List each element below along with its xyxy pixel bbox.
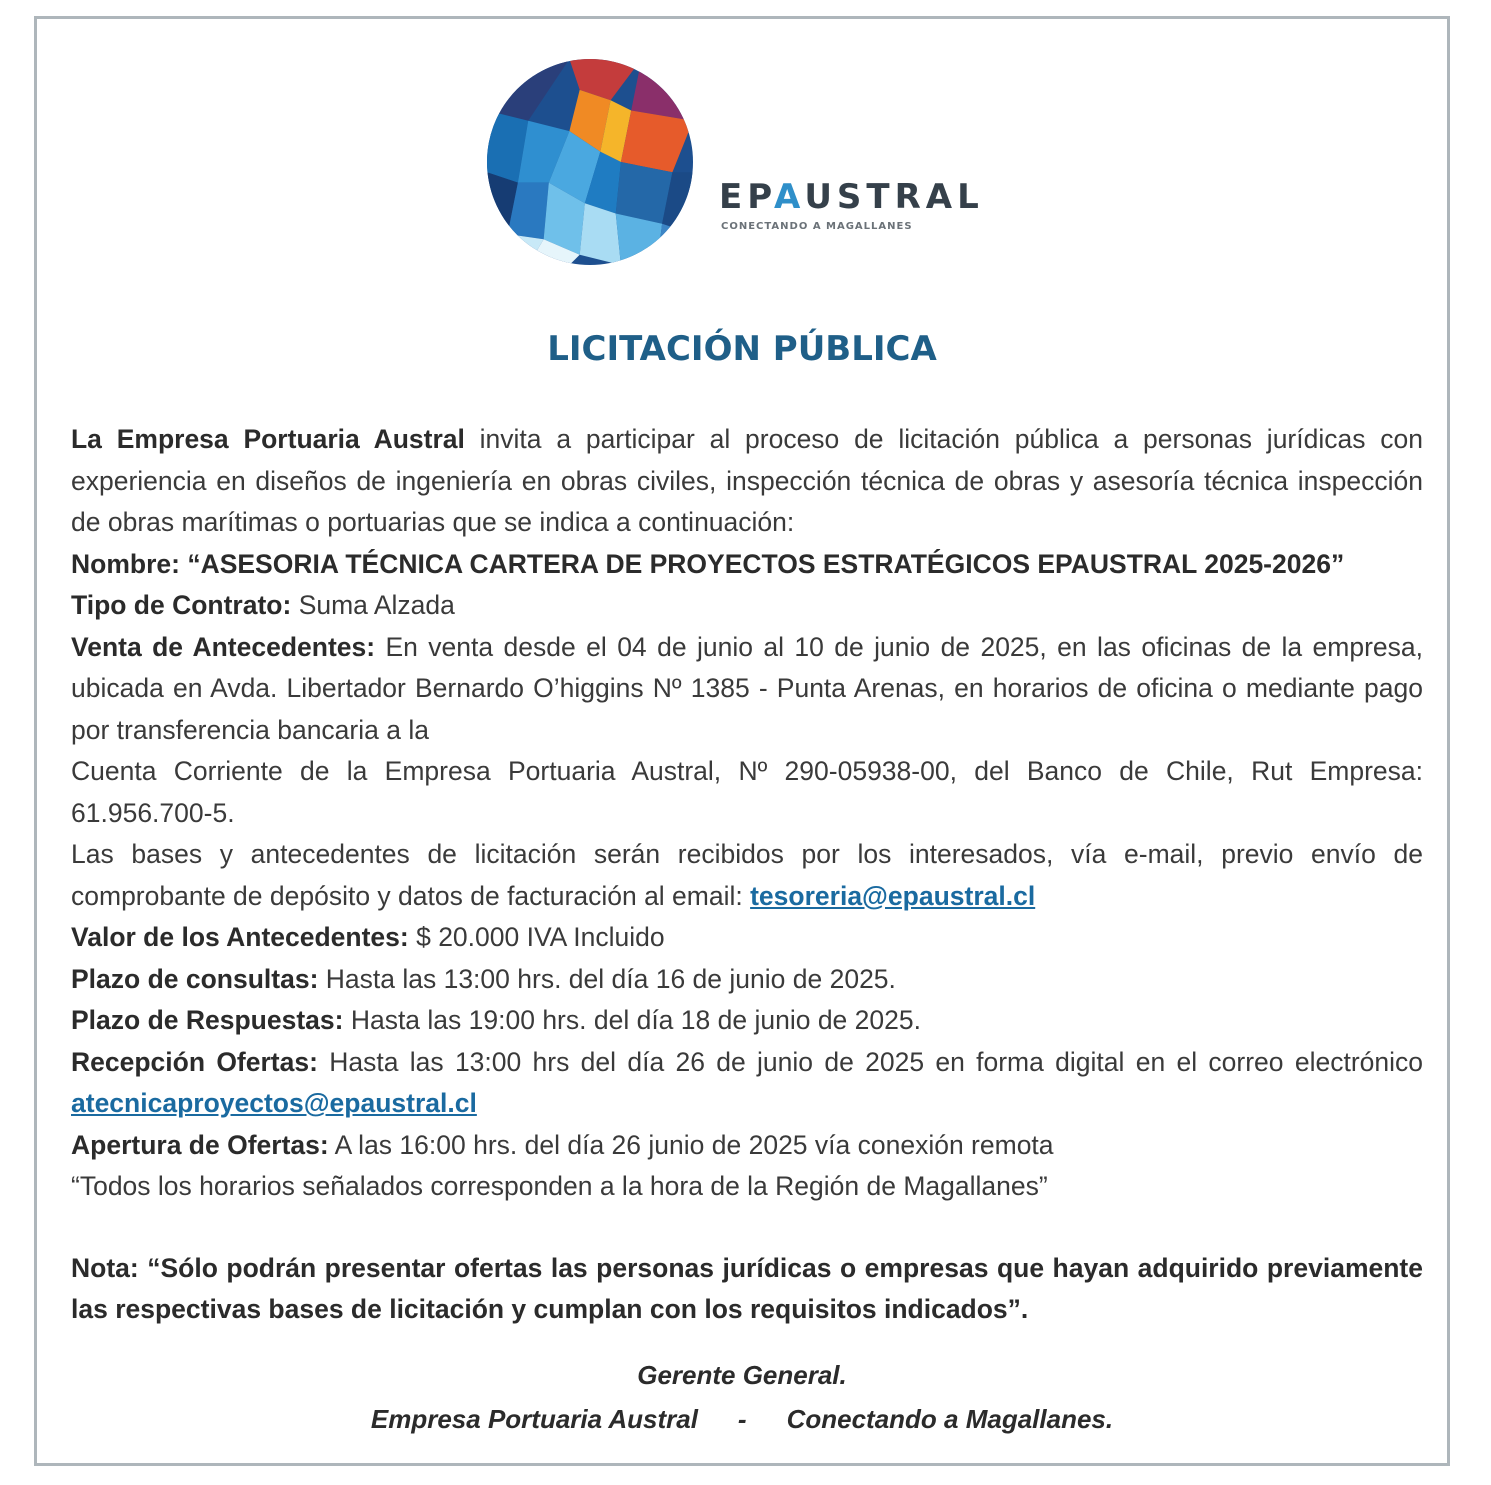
signature-block: [37, 1353, 1447, 1441]
offers-opening: Apertura de Ofertas: A las 16:00 hrs. del día 26 junio de 2025 vía conexión remota: [71, 1129, 1054, 1160]
spacer: [71, 1208, 1423, 1248]
notice-body: [71, 419, 1423, 1331]
company-logo: [487, 59, 1007, 279]
signature-company-line: [37, 1397, 1447, 1441]
signature-title: Gerente General.: [637, 1360, 847, 1390]
notice-frame: [34, 16, 1450, 1466]
documents-value: Valor de los Antecedentes: $ 20.000 IVA Incluido: [71, 922, 665, 952]
bank-account-info: Cuenta Corriente de la Empresa Portuaria Austral, Nº 290-05938-00, del Banco de Chile, Rut Empresa: 61.956.700-5.: [71, 756, 1423, 828]
company-name: La Empresa Portuaria Austral: [71, 424, 465, 454]
signature-company: Empresa Portuaria Austral: [370, 1404, 698, 1434]
answers-deadline: Plazo de Respuestas: Hasta las 19:00 hrs. del día 18 de junio de 2025.: [71, 1005, 921, 1035]
sale-info: Venta de Antecedentes: En venta desde el 04 de junio al 10 de junio de 2025, en las oficinas de la empresa, ubicada en Avda. Libertador Bernardo O’higgins Nº 1385 - Punta Arenas, en horarios de oficina o mediante pago por transferencia bancaria a la: [71, 631, 1423, 745]
treasury-email-link[interactable]: tesoreria@epaustral.cl: [750, 880, 1036, 911]
contract-name: Nombre: “ASESORIA TÉCNICA CARTERA DE PROYECTOS ESTRATÉGICOS EPAUSTRAL 2025-2026”: [71, 548, 1345, 579]
offers-reception: Recepción Ofertas: Hasta las 13:00 hrs del día 26 de junio de 2025 en forma digital en el correo electrónico atecnicaproyectos@epaustral.cl: [71, 1046, 1423, 1118]
signature-dash: -: [737, 1404, 747, 1434]
bases-info: Las bases y antecedentes de licitación serán recibidos por los interesados, vía e-mail, previo envío de comprobante de depósito y datos de facturación al email: tesoreria@epaustral.cl: [71, 839, 1423, 911]
brand-tagline: CONECTANDO A MAGALLANES: [721, 221, 913, 232]
contract-type: Tipo de Contrato: Suma Alzada: [71, 590, 455, 620]
offers-email-link[interactable]: atecnicaproyectos@epaustral.cl: [71, 1088, 477, 1118]
note-paragraph: Nota: “Sólo podrán presentar ofertas las personas jurídicas o empresas que hayan adquirido previamente las respectivas bases de licitación y cumplan con los requisitos indicados”.: [71, 1252, 1423, 1324]
brand-name: EPAUSTRAL: [719, 177, 984, 217]
intro-text: invita a participar al proceso de licitación pública a personas jurídicas con experiencia en diseños de ingeniería en obras civiles, inspección técnica de obras y asesoría técnica inspección de obras marítimas o portuarias que se indica a continuación:: [71, 424, 1423, 537]
globe-logo-icon: [487, 59, 693, 265]
intro-paragraph: [71, 419, 1423, 544]
signature-tagline: Conectando a Magallanes.: [786, 1404, 1114, 1434]
timezone-note: “Todos los horarios señalados corresponden a la hora de la Región de Magallanes”: [71, 1171, 1048, 1201]
queries-deadline: Plazo de consultas: Hasta las 13:00 hrs. del día 16 de junio de 2025.: [71, 963, 896, 994]
notice-title: LICITACIÓN PÚBLICA: [547, 329, 937, 369]
